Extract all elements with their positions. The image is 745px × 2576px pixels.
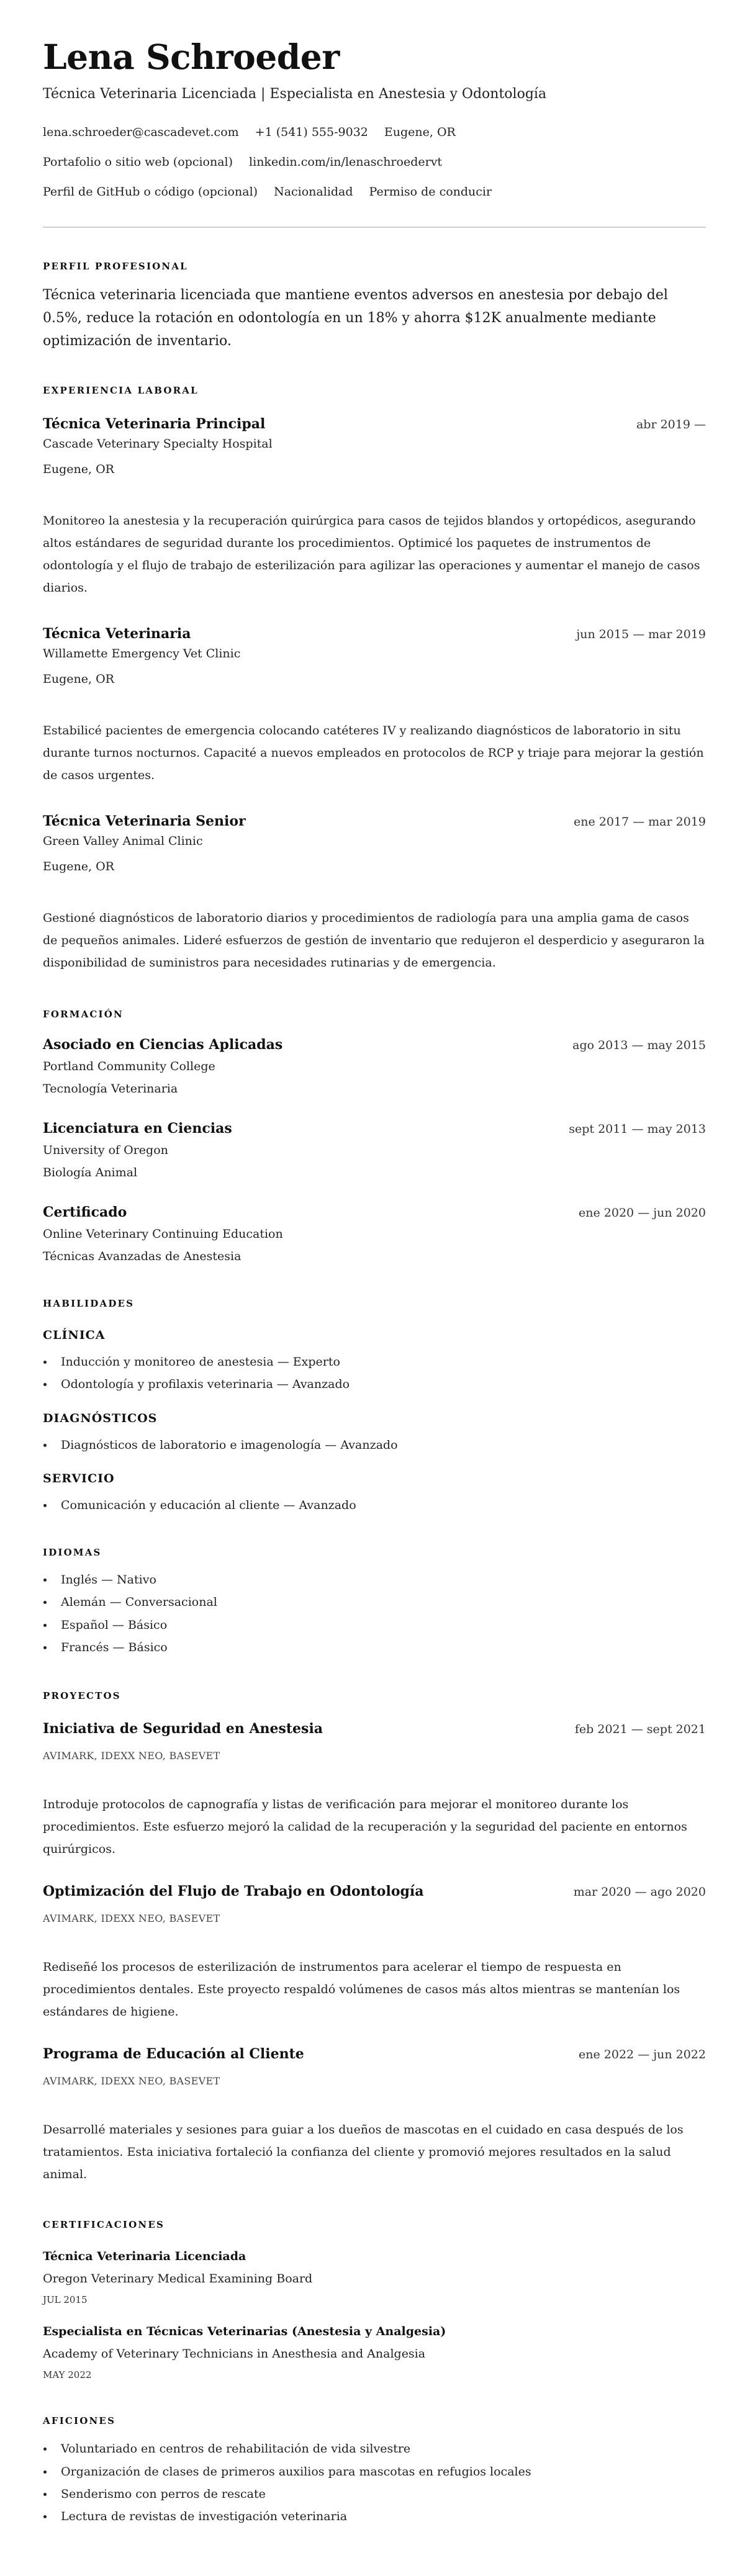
section-heading-summary: PERFIL PROFESIONAL xyxy=(43,261,188,272)
degree: Certificado xyxy=(43,1204,127,1220)
job-location: Eugene, OR xyxy=(43,860,114,873)
skill-group-heading: SERVICIO xyxy=(43,1471,115,1485)
education-header xyxy=(43,1119,706,1139)
certification-entry xyxy=(43,2247,706,2307)
projects-list xyxy=(43,1719,706,2186)
job-location: Eugene, OR xyxy=(43,672,114,686)
hobby-item: Senderismo con perros de rescate xyxy=(43,2483,706,2505)
phone: +1 (541) 555-9032 xyxy=(255,125,368,139)
job-description: Gestioné diagnósticos de laboratorio diarios y procedimientos de radiología para una amplia gama de casos de pequeños animales. Lideré esfuerzos de gestión de inventario que redujeron el desperdicio y aseguraron la disponibilidad de suministros para necesidades rutinarias y de emergencia. xyxy=(43,911,705,970)
job-title: Técnica Veterinaria Senior xyxy=(43,813,246,829)
linkedin-link[interactable]: linkedin.com/in/lenaschroedervt xyxy=(249,155,443,169)
project-header xyxy=(43,1719,706,1739)
section-heading-certifications: CERTIFICACIONES xyxy=(43,2219,165,2231)
job-header xyxy=(43,624,706,644)
skill-list xyxy=(43,1434,706,1456)
portfolio-link[interactable]: Portafolio o sitio web (opcional) xyxy=(43,155,233,169)
education-dates: ago 2013 — may 2015 xyxy=(572,1038,706,1052)
project-title: Programa de Educación al Cliente xyxy=(43,2046,304,2063)
education-entry xyxy=(43,1035,706,1100)
section-heading-skills: HABILIDADES xyxy=(43,1298,135,1309)
language-item: Inglés — Nativo xyxy=(43,1569,706,1591)
certifications-list xyxy=(43,2247,706,2382)
project-dates: ene 2022 — jun 2022 xyxy=(579,2048,706,2062)
skill-item: Comunicación y educación al cliente — Avanzado xyxy=(43,1494,706,1516)
section-heading-experience: EXPERIENCIA LABORAL xyxy=(43,385,199,396)
candidate-name: Lena Schroeder xyxy=(43,37,340,77)
section-heading-languages: IDIOMAS xyxy=(43,1547,102,1559)
job-header xyxy=(43,414,706,435)
certification-date: JUL 2015 xyxy=(43,2294,88,2306)
skill-list xyxy=(43,1494,706,1516)
field-of-study: Tecnología Veterinaria xyxy=(43,1082,178,1096)
job-entry xyxy=(43,624,706,786)
email-link[interactable]: lena.schroeder@cascadevet.com xyxy=(43,125,239,139)
company-name: Cascade Veterinary Specialty Hospital xyxy=(43,437,273,451)
hobby-item: Organización de clases de primeros auxilios para mascotas en refugios locales xyxy=(43,2461,706,2483)
hobbies-list xyxy=(43,2438,706,2528)
section-heading-projects: PROYECTOS xyxy=(43,1690,121,1702)
skill-list xyxy=(43,1351,706,1396)
skill-item: Inducción y monitoreo de anestesia — Experto xyxy=(43,1351,706,1373)
degree: Asociado en Ciencias Aplicadas xyxy=(43,1037,283,1053)
job-dates: ene 2017 — mar 2019 xyxy=(573,815,706,829)
education-entry xyxy=(43,1119,706,1184)
skill-group-heading: DIAGNÓSTICOS xyxy=(43,1411,158,1425)
section-heading-hobbies: AFICIONES xyxy=(43,2415,116,2427)
project-technologies: AVIMARK, IDEXX NEO, BASEVET xyxy=(43,1912,220,1925)
skill-item: Odontología y profilaxis veterinaria — Avanzado xyxy=(43,1373,706,1395)
project-description: Introduje protocolos de capnografía y listas de verificación para mejorar el monitoreo durante los procedimientos. Este esfuerzo mejoró la calidad de la recuperación y la seguridad del paciente en entornos quirúrgicos. xyxy=(43,1798,687,1857)
experience-list xyxy=(43,414,706,974)
project-header xyxy=(43,2044,706,2065)
skill-group-heading: CLÍNICA xyxy=(43,1328,106,1342)
job-description: Estabilicé pacientes de emergencia colocando catéteres IV y realizando diagnósticos de laboratorio in situ durante turnos nocturnos. Capacité a nuevos empleados en protocolos de RCP y triaje para mejorar la gestión de casos urgentes. xyxy=(43,724,704,782)
hobby-item: Lectura de revistas de investigación veterinaria xyxy=(43,2505,706,2528)
project-dates: feb 2021 — sept 2021 xyxy=(574,1723,706,1737)
section-heading-education: FORMACIÓN xyxy=(43,1009,124,1020)
job-title: Técnica Veterinaria Principal xyxy=(43,416,266,432)
project-title: Optimización del Flujo de Trabajo en Odontología xyxy=(43,1883,424,1900)
company-name: Willamette Emergency Vet Clinic xyxy=(43,647,241,660)
certification-issuer: Academy of Veterinary Technicians in Anesthesia and Analgesia xyxy=(43,2347,426,2361)
education-dates: sept 2011 — may 2013 xyxy=(569,1122,706,1136)
project-header xyxy=(43,1881,706,1902)
project-entry xyxy=(43,1719,706,1860)
field-of-study: Técnicas Avanzadas de Anestesia xyxy=(43,1250,242,1263)
job-description: Monitoreo la anestesia y la recuperación quirúrgica para casos de tejidos blandos y ortopédicos, asegurando altos estándares de seguridad durante los procedimientos. Optimicé los paquetes de instrumentos de odontología y el flujo de trabajo de esterilización para agilizar las operaciones y aumentar el manejo de casos diarios. xyxy=(43,514,700,595)
school-name: Online Veterinary Continuing Education xyxy=(43,1227,283,1241)
project-dates: mar 2020 — ago 2020 xyxy=(573,1885,706,1899)
job-header xyxy=(43,811,706,832)
project-entry xyxy=(43,2044,706,2186)
education-dates: ene 2020 — jun 2020 xyxy=(579,1206,706,1220)
language-item: Francés — Básico xyxy=(43,1636,706,1659)
certification-date: MAY 2022 xyxy=(43,2369,92,2381)
project-technologies: AVIMARK, IDEXX NEO, BASEVET xyxy=(43,1750,220,1762)
job-dates: abr 2019 — xyxy=(636,418,706,431)
education-entry xyxy=(43,1202,706,1268)
field-of-study: Biología Animal xyxy=(43,1166,138,1179)
certification-entry xyxy=(43,2322,706,2382)
job-entry xyxy=(43,414,706,599)
job-location: Eugene, OR xyxy=(43,462,114,476)
certification-name: Especialista en Técnicas Veterinarias (Anestesia y Analgesia) xyxy=(43,2325,446,2339)
divider xyxy=(43,227,706,228)
education-header xyxy=(43,1202,706,1223)
skills-list xyxy=(43,1326,706,1516)
project-description: Rediseñé los procesos de esterilización de instrumentos para acelerar el tiempo de respuesta en procedimientos dentales. Este proyecto respaldó volúmenes de casos más altos mientras se mantenían los estándares de higiene. xyxy=(43,1960,680,2019)
degree: Licenciatura en Ciencias xyxy=(43,1120,232,1137)
contact-row xyxy=(43,117,706,147)
language-item: Alemán — Conversacional xyxy=(43,1591,706,1613)
headline: Técnica Veterinaria Licenciada | Especialista en Anestesia y Odontología xyxy=(43,86,547,102)
contact-row xyxy=(43,177,706,207)
certification-name: Técnica Veterinaria Licenciada xyxy=(43,2249,246,2264)
language-item: Español — Básico xyxy=(43,1614,706,1636)
school-name: University of Oregon xyxy=(43,1143,168,1157)
project-title: Iniciativa de Seguridad en Anestesia xyxy=(43,1721,323,1737)
certification-issuer: Oregon Veterinary Medical Examining Board xyxy=(43,2272,313,2286)
hobby-item: Voluntariado en centros de rehabilitación de vida silvestre xyxy=(43,2438,706,2460)
skill-item: Diagnósticos de laboratorio e imagenología — Avanzado xyxy=(43,1434,706,1456)
job-entry xyxy=(43,811,706,974)
languages-list xyxy=(43,1569,706,1659)
company-name: Green Valley Animal Clinic xyxy=(43,834,203,848)
job-dates: jun 2015 — mar 2019 xyxy=(576,628,706,641)
school-name: Portland Community College xyxy=(43,1060,215,1073)
project-entry xyxy=(43,1881,706,2023)
nationality: Nacionalidad xyxy=(274,185,353,199)
contact-row xyxy=(43,147,706,177)
driving-license: Permiso de conducir xyxy=(369,185,492,199)
project-technologies: AVIMARK, IDEXX NEO, BASEVET xyxy=(43,2075,220,2087)
project-description: Desarrollé materiales y sesiones para guiar a los dueños de mascotas en el cuidado en casa después de los tratamientos. Esta iniciativa fortaleció la confianza del cliente y promovió mejores resultados en la salud animal. xyxy=(43,2123,684,2182)
location: Eugene, OR xyxy=(384,125,456,139)
summary-text: Técnica veterinaria licenciada que mantiene eventos adversos en anestesia por debajo del 0.5%, reduce la rotación en odontología en un 18% y ahorra $12K anualmente mediante optimización de inventario. xyxy=(43,287,668,349)
education-header xyxy=(43,1035,706,1055)
job-title: Técnica Veterinaria xyxy=(43,626,191,642)
education-list xyxy=(43,1035,706,1268)
github-link[interactable]: Perfil de GitHub o código (opcional) xyxy=(43,185,258,199)
